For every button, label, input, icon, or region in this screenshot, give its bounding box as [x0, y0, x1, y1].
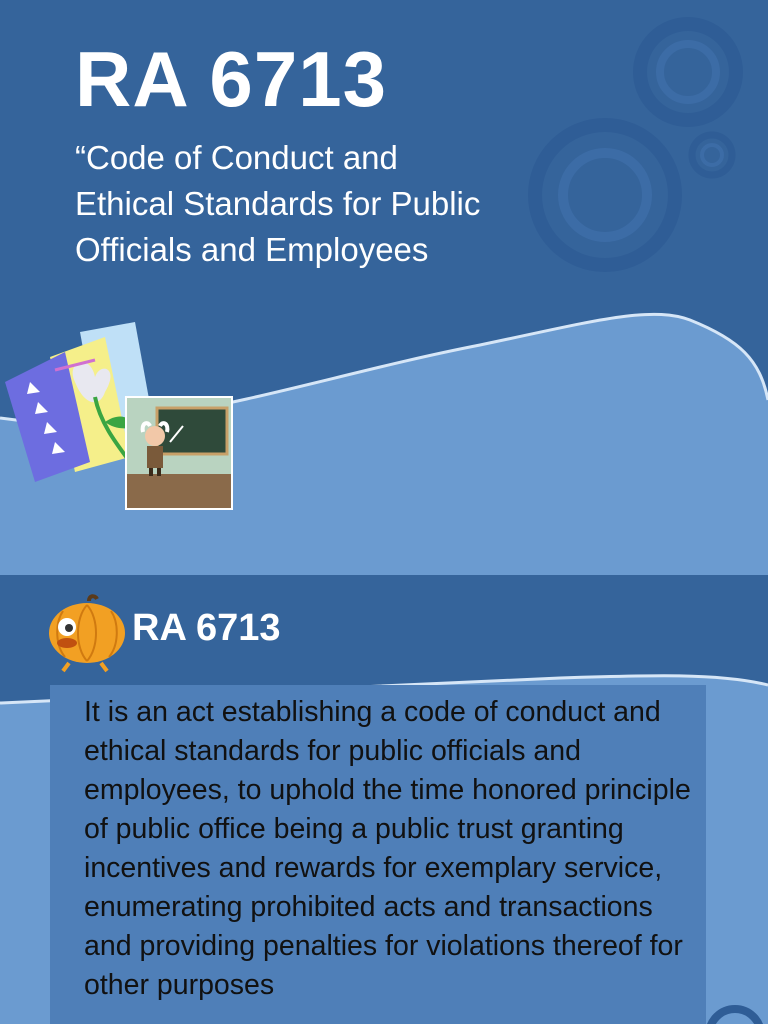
content-slide	[0, 575, 768, 1024]
ring-decoration-icon	[520, 10, 760, 290]
slide-title: RA 6713	[75, 35, 387, 123]
teacher-chalkboard-icon	[125, 396, 233, 510]
slide-subtitle: “Code of Conduct and Ethical Standards for Public Officials and Employees	[75, 139, 481, 268]
body-text: It is an act establishing a code of conduct and ethical standards for public officials and employees, to uphold the time honored principle of public office being a public trust granting incentives and rewards for exemplary service, enumerating prohibited acts and transactions and providing penalties for violations thereof for other purposes	[84, 696, 691, 1001]
slide-title: RA 6713	[132, 607, 281, 649]
pumpkin-mascot-icon	[45, 593, 130, 673]
